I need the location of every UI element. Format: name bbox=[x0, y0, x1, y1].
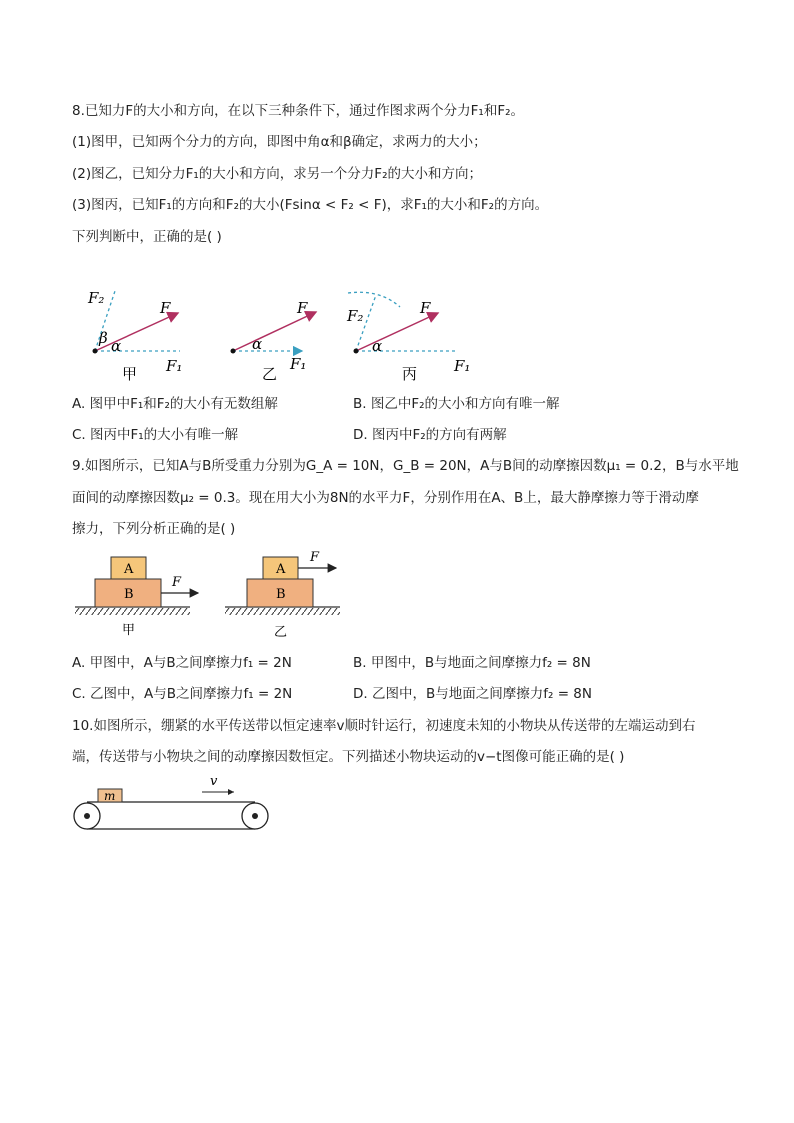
right-pulley-axle bbox=[252, 813, 258, 819]
label-v: v bbox=[210, 774, 218, 789]
q8-stem: 8.已知力F的大小和方向，在以下三种条件下，通过作图求两个分力F₁和F₂。 bbox=[72, 103, 524, 119]
jia-caption: 甲 bbox=[122, 365, 138, 383]
q8-option-d[interactable]: D. 图丙中F₂的方向有两解 bbox=[353, 427, 507, 443]
q9-option-a[interactable]: A. 甲图中，A与B之间摩擦力f₁ = 2N bbox=[72, 655, 292, 671]
jia-label-alpha: α bbox=[111, 337, 122, 355]
jia-origin-dot bbox=[93, 349, 98, 354]
yi-caption: 乙 bbox=[274, 625, 288, 640]
jia-label-f1: F₁ bbox=[166, 357, 183, 375]
q9-line-3: 擦力，下列分析正确的是( ) bbox=[72, 521, 236, 537]
q9-option-b[interactable]: B. 甲图中，B与地面之间摩擦力f₂ = 8N bbox=[353, 655, 591, 671]
yi-origin-dot bbox=[231, 349, 236, 354]
q8-option-c[interactable]: C. 图丙中F₁的大小有唯一解 bbox=[72, 427, 239, 443]
q8-condition-2: (2)图乙，已知分力F₁的大小和方向，求另一个分力F₂的大小和方向； bbox=[72, 166, 482, 182]
jia-label-f2: F₂ bbox=[88, 289, 105, 307]
q10-conveyor-figure bbox=[70, 772, 275, 834]
bing-label-alpha: α bbox=[372, 337, 383, 355]
velocity-arrowhead bbox=[228, 789, 234, 795]
yi-label-alpha: α bbox=[252, 335, 263, 353]
bing-label-f1: F₁ bbox=[454, 357, 471, 375]
yi-label-f: F bbox=[310, 550, 320, 565]
jia-caption: 甲 bbox=[122, 623, 136, 638]
q8-option-a[interactable]: A. 图甲中F₁和F₂的大小有无数组解 bbox=[72, 396, 278, 412]
bing-origin-dot bbox=[354, 349, 359, 354]
q8-condition-3: (3)图丙，已知F₁的方向和F₂的大小(Fsinα < F₂ < F)，求F₁的大小和F₂的方向。 bbox=[72, 197, 549, 213]
q8-prompt: 下列判断中，正确的是( ) bbox=[72, 229, 222, 245]
jia-label-f: F bbox=[172, 575, 182, 590]
fig-yi bbox=[231, 299, 317, 383]
q10-line-2: 端，传送带与小物块之间的动摩擦因数恒定。下列描述小物块运动的v−t图像可能正确的是( ) bbox=[72, 749, 625, 765]
jia-ground-hatch bbox=[75, 608, 190, 615]
yi-caption: 乙 bbox=[262, 365, 278, 383]
q9-option-d[interactable]: D. 乙图中，B与地面之间摩擦力f₂ = 8N bbox=[353, 686, 592, 702]
q8-figure bbox=[80, 285, 500, 385]
jia-label-beta: β bbox=[99, 329, 108, 347]
fig-jia bbox=[87, 289, 182, 383]
q9-line-2: 面间的动摩擦因数μ₂ = 0.3。现在用大小为8N的水平力F，分别作用在A、B上，最大静摩擦力等于滑动摩 bbox=[72, 490, 699, 506]
fig9-yi bbox=[225, 550, 340, 640]
q9-line-1: 9.如图所示，已知A与B所受重力分别为G_A = 10N，G_B = 20N，A与B间的动摩擦因数μ₁ = 0.2，B与水平地 bbox=[72, 458, 739, 474]
left-pulley-axle bbox=[84, 813, 90, 819]
fig9-jia bbox=[75, 557, 198, 638]
bing-label-f2: F₂ bbox=[347, 307, 364, 325]
yi-label-f: F bbox=[297, 299, 308, 317]
q9-figure bbox=[70, 548, 370, 640]
yi-label-a: A bbox=[276, 562, 286, 577]
q8-condition-1: (1)图甲，已知两个分力的方向，即图中角α和β确定，求两力的大小； bbox=[72, 134, 487, 150]
fig-bing bbox=[346, 292, 470, 383]
q9-option-c[interactable]: C. 乙图中，A与B之间摩擦力f₁ = 2N bbox=[72, 686, 293, 702]
bing-label-f: F bbox=[420, 299, 431, 317]
yi-label-b: B bbox=[276, 587, 286, 602]
yi-label-f1: F₁ bbox=[290, 355, 307, 373]
q8-option-b[interactable]: B. 图乙中F₂的大小和方向有唯一解 bbox=[353, 396, 560, 412]
jia-label-b: B bbox=[124, 587, 134, 602]
q10-line-1: 10.如图所示，绷紧的水平传送带以恒定速率v顺时针运行，初速度未知的小物块从传送带的左端运动到右 bbox=[72, 718, 696, 734]
bing-caption: 丙 bbox=[402, 365, 418, 383]
jia-label-a: A bbox=[124, 562, 134, 577]
label-m: m bbox=[104, 789, 116, 803]
bing-force-arrow bbox=[356, 313, 438, 351]
yi-ground-hatch bbox=[225, 608, 340, 615]
jia-label-f: F bbox=[160, 299, 171, 317]
yi-force-arrow bbox=[233, 312, 316, 351]
